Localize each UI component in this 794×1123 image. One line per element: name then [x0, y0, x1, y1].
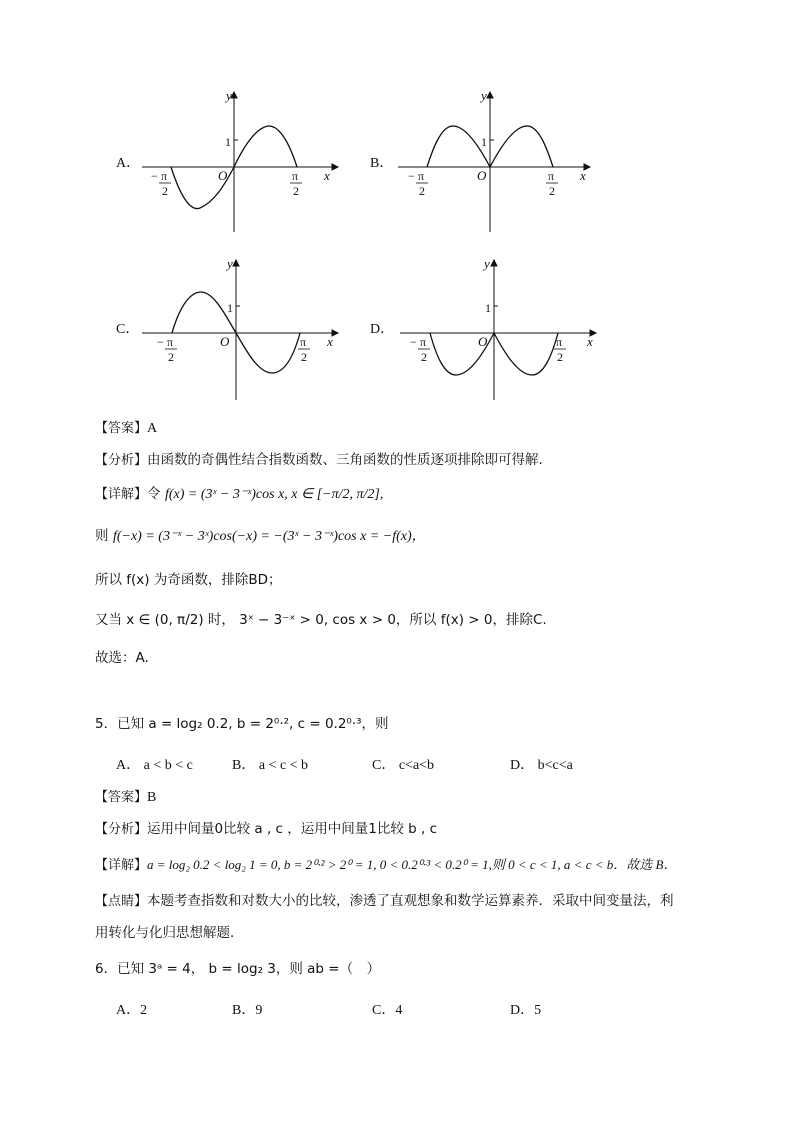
q5-analysis-line: 【分析】运用中间量0比较 a , c ，运用中间量1比较 b , c — [95, 821, 438, 837]
pos-pi: π — [292, 169, 299, 183]
svg-text:−: − — [410, 335, 417, 349]
q5-choice-d[interactable]: D． b<c<a — [510, 758, 573, 773]
svg-text:x: x — [580, 168, 586, 183]
pos-two: 2 — [293, 184, 299, 198]
q6-choice-d[interactable]: D．5 — [510, 1003, 542, 1018]
svg-text:y: y — [484, 256, 490, 271]
q4-answer-line — [95, 418, 157, 439]
svg-text:1: 1 — [481, 135, 487, 149]
q4-detail-line-3: 所以 f(x) 为奇函数，排除BD； — [95, 572, 282, 588]
svg-text:−: − — [408, 169, 415, 183]
svg-text:O: O — [220, 334, 230, 349]
graph-option-d — [0, 0, 593, 364]
svg-text:2: 2 — [419, 184, 425, 198]
q5-stem: 5．已知 a = log₂ 0.2, b = 2⁰·², c = 0.2⁰·³，则 — [95, 716, 389, 732]
q5-choice-a[interactable]: A． a < b < c — [116, 758, 193, 773]
q4-detail-line-2: 则 f(−x) = (3⁻ˣ − 3ˣ)cos(−x) = −(3ˣ − 3⁻ˣ)cos x = −f(x)， — [95, 528, 426, 544]
y-label: y — [226, 88, 232, 103]
q4-detail-line-5: 故选：A. — [95, 650, 149, 666]
q5-comment-line-1: 【点睛】本题考查指数和对数大小的比较，渗透了直观想象和数学运算素养．采取中间变量法，利 — [95, 893, 674, 909]
neg-sign: − — [151, 169, 158, 183]
analysis-tag: 【分析】 — [95, 453, 148, 468]
analysis-text: 由函数的奇偶性结合指数函数、三角函数的性质逐项排除即可得解. — [147, 452, 543, 468]
q4-detail-line-1: 【详解】令 f(x) = (3ˣ − 3⁻ˣ)cos x, x ∈ [−π/2, π/2], — [95, 486, 384, 502]
q6-choice-b[interactable]: B．9 — [232, 1003, 263, 1018]
svg-text:2: 2 — [301, 350, 307, 364]
q5-choice-b[interactable]: B． a < c < b — [232, 758, 309, 773]
q6-choice-c[interactable]: C．4 — [372, 1003, 403, 1018]
svg-text:1: 1 — [485, 301, 491, 315]
q5-answer-line: 【答案】B — [95, 790, 157, 805]
svg-text:2: 2 — [557, 350, 563, 364]
svg-text:x: x — [327, 334, 333, 349]
svg-text:π: π — [556, 335, 563, 349]
origin-label: O — [218, 168, 228, 183]
q5-choice-c[interactable]: C． c<a<b — [372, 758, 435, 773]
svg-text:π: π — [420, 335, 427, 349]
svg-text:x: x — [587, 334, 593, 349]
neg-pi: π — [161, 169, 168, 183]
svg-text:2: 2 — [549, 184, 555, 198]
option-b-label: B． — [370, 156, 394, 171]
detail-formula-2: f(−x) = (3⁻ˣ − 3ˣ)cos(−x) = −(3ˣ − 3⁻ˣ)cos x = −f(x)， — [112, 529, 426, 544]
svg-text:y: y — [481, 88, 487, 103]
svg-text:O: O — [477, 168, 487, 183]
answer-value: A — [147, 421, 158, 436]
detail-tag: 【详解】 — [95, 487, 148, 502]
svg-text:y: y — [227, 256, 233, 271]
x-label: x — [324, 168, 330, 183]
option-a-label: A． — [116, 156, 141, 171]
svg-text:O: O — [478, 334, 488, 349]
q6-choice-a[interactable]: A．2 — [116, 1003, 148, 1018]
svg-text:π: π — [167, 335, 174, 349]
neg-two: 2 — [162, 184, 168, 198]
q6-stem: 6．已知 3ᵃ = 4， b = log₂ 3，则 ab =（ ） — [95, 961, 381, 977]
svg-text:2: 2 — [421, 350, 427, 364]
q4-detail-line-4: 又当 x ∈ (0, π/2) 时， 3ˣ − 3⁻ˣ > 0, cos x > 0，所以 f(x) > 0，排除C. — [95, 612, 547, 628]
svg-text:1: 1 — [227, 301, 233, 315]
answer-tag: 【答案】 — [95, 421, 148, 436]
option-c-label: C． — [116, 322, 140, 337]
svg-text:π: π — [548, 169, 555, 183]
svg-text:−: − — [157, 335, 164, 349]
q5-detail-line: 【详解】a = log₂ 0.2 < log₂ 1 = 0, b = 2⁰·² > 2⁰ = 1, 0 < 0.2⁰·³ < 0.2⁰ = 1,则 0 < c < 1, a < c < b．故选 B． — [95, 857, 677, 873]
q5-comment-line-2: 用转化与化归思想解题． — [95, 925, 244, 941]
q4-analysis-line — [95, 450, 543, 471]
svg-text:π: π — [300, 335, 307, 349]
svg-text:π: π — [418, 169, 425, 183]
tick-one-label: 1 — [225, 135, 231, 149]
option-d-label: D． — [370, 322, 395, 337]
svg-text:2: 2 — [168, 350, 174, 364]
detail-formula-1: f(x) = (3ˣ − 3⁻ˣ)cos x, x ∈ [−π/2, π/2], — [164, 487, 384, 502]
